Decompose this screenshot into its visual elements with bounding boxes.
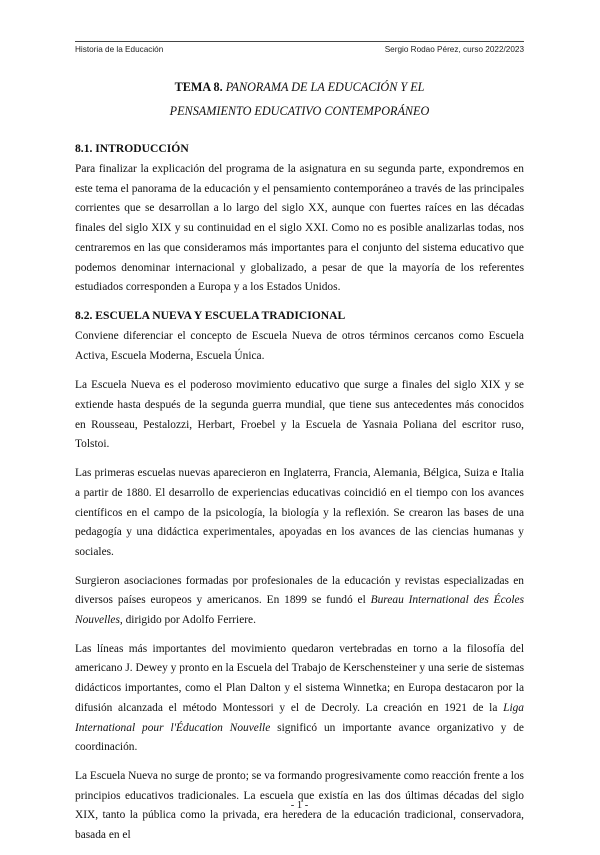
paragraph: La Escuela Nueva no surge de pronto; se va formando progresivamente como reacción frente a los principios educativos tradicionales. La escuela que existía en las dos últimas décadas del siglo XIX, tanto la pública como la privada, era heredera de la educación tradicional, conservadora, basada en el (75, 769, 524, 842)
paragraph-text: significó un importante avance organizativo y de coordinación. (75, 721, 524, 754)
paragraph: Conviene diferenciar el concepto de Escuela Nueva de otros términos cercanos como Escuela Activa, Escuela Moderna, Escuela Única. (75, 329, 524, 362)
header-course: Historia de la Educación (75, 45, 164, 54)
paragraph-emphasis: Bureau International des Écoles Nouvelles, (75, 594, 525, 627)
header-author: Sergio Rodao Pérez, curso 2022/2023 (384, 45, 524, 54)
document-body (75, 140, 524, 855)
title-text-line2: PENSAMIENTO EDUCATIVO CONTEMPORÁNEO (169, 104, 430, 118)
header-rule (75, 41, 524, 42)
document-title-line2 (75, 104, 524, 119)
section-heading-intro: 8.1. INTRODUCCIÓN (75, 142, 189, 155)
paragraph-emphasis: Liga International pour l'Éducation Nouvelle (75, 701, 524, 734)
section-heading-escuela: 8.2. ESCUELA NUEVA Y ESCUELA TRADICIONAL (75, 308, 346, 322)
document-title-line1 (75, 80, 524, 95)
paragraph (75, 640, 524, 758)
page-number: - 1 - (290, 800, 309, 811)
paragraph: Las primeras escuelas nuevas aparecieron en Inglaterra, Francia, Alemania, Bélgica, Suiza e Italia a partir de 1880. El desarrollo de experiencias educativas coincidió en el tiempo con los avances científicos en el campo de la psicología, la biología y la reflexión. Se crearon las bases de una pedagogía y una didáctica experimentales, apoyadas en los avances de las ciencias humanas y sociales. (75, 467, 524, 558)
paragraph-text: Surgieron asociaciones formadas por profesionales de la educación y revistas especializadas en diversos países europeos y americanos. En 1899 se fundó el (75, 574, 524, 607)
title-lead: TEMA 8. (174, 80, 223, 94)
paragraph: La Escuela Nueva es el poderoso movimiento educativo que surge a finales del siglo XIX y se extiende hasta después de la segunda guerra mundial, que tiene sus antecedentes más conocidos en Rousseau, Pestalozzi, Herbart, Froebel y la Escuela de Yasnaia Poliana del escritor ruso, Tolstoi. (75, 379, 524, 451)
title-text-line1: PANORAMA DE LA EDUCACIÓN Y EL (225, 80, 425, 94)
page-header (75, 45, 524, 57)
paragraph: Para finalizar la explicación del programa de la asignatura en su segunda parte, expondremos en este tema el panorama de la educación y el pensamiento contemporáneo a través de las principales corrientes que se desarrollan a lo largo del siglo XX, aunque con fuertes raíces en las décadas finales del siglo XIX y su continuidad en el siglo XXI. Como no es posible analizarlas todas, nos centraremos en las que consideramos más importantes para el conjunto del sistema educativo que podemos denominar internacional y globalizado, a pesar de que la mayoría de los referentes estudiados corresponden a Europa y a los Estados Unidos. (75, 163, 524, 294)
paragraph-text: Las líneas más importantes del movimiento quedaron vertebradas en torno a la filosofía del americano J. Dewey y pronto en la Escuela del Trabajo de Kerschensteiner y una serie de sistemas didácticos importantes, como el Plan Dalton y el sistema Winnetka; en Europa destacaron por la difusión alcanzada el método Montessori y el de Decroly. La creación en 1921 de la (75, 642, 524, 714)
paragraph-text: dirigido por Adolfo Ferriere. (122, 614, 256, 627)
paragraph (75, 572, 524, 631)
